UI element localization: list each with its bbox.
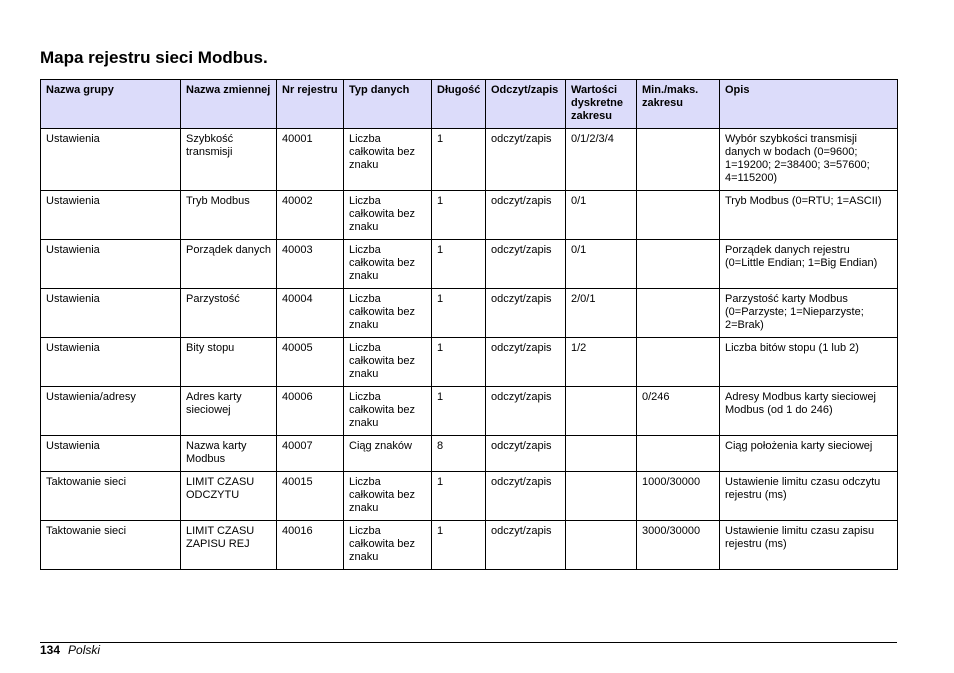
cell-group-name: Ustawienia	[41, 240, 181, 289]
cell-group-name: Ustawienia	[41, 191, 181, 240]
header-read-write: Odczyt/zapis	[486, 80, 566, 129]
cell-description: Ciąg położenia karty sieciowej	[720, 436, 898, 472]
cell-length: 1	[432, 191, 486, 240]
cell-group-name: Ustawienia	[41, 436, 181, 472]
cell-variable-name: Parzystość	[181, 289, 277, 338]
page-footer	[40, 643, 100, 657]
cell-read-write: odczyt/zapis	[486, 129, 566, 191]
cell-register-number: 40001	[277, 129, 344, 191]
cell-min-max-range	[637, 436, 720, 472]
cell-discrete-range: 0/1/2/3/4	[566, 129, 637, 191]
cell-data-type: Liczba całkowita bez znaku	[344, 387, 432, 436]
footer-divider	[40, 642, 897, 643]
header-min-max-range: Min./maks. zakresu	[637, 80, 720, 129]
cell-discrete-range	[566, 521, 637, 570]
cell-data-type: Liczba całkowita bez znaku	[344, 289, 432, 338]
cell-discrete-range	[566, 436, 637, 472]
cell-group-name: Ustawienia/adresy	[41, 387, 181, 436]
cell-min-max-range: 1000/30000	[637, 472, 720, 521]
cell-data-type: Liczba całkowita bez znaku	[344, 338, 432, 387]
cell-register-number: 40006	[277, 387, 344, 436]
table-row	[41, 338, 898, 387]
cell-variable-name: Bity stopu	[181, 338, 277, 387]
cell-register-number: 40016	[277, 521, 344, 570]
cell-read-write: odczyt/zapis	[486, 387, 566, 436]
cell-description: Liczba bitów stopu (1 lub 2)	[720, 338, 898, 387]
cell-data-type: Liczba całkowita bez znaku	[344, 129, 432, 191]
cell-length: 8	[432, 436, 486, 472]
cell-read-write: odczyt/zapis	[486, 289, 566, 338]
table-header-row	[41, 80, 898, 129]
cell-register-number: 40015	[277, 472, 344, 521]
cell-discrete-range: 0/1	[566, 240, 637, 289]
cell-read-write: odczyt/zapis	[486, 472, 566, 521]
cell-min-max-range	[637, 240, 720, 289]
cell-data-type: Ciąg znaków	[344, 436, 432, 472]
table-row	[41, 387, 898, 436]
cell-length: 1	[432, 472, 486, 521]
cell-description: Ustawienie limitu czasu odczytu rejestru (ms)	[720, 472, 898, 521]
cell-length: 1	[432, 289, 486, 338]
cell-length: 1	[432, 240, 486, 289]
cell-description: Tryb Modbus (0=RTU; 1=ASCII)	[720, 191, 898, 240]
cell-length: 1	[432, 521, 486, 570]
cell-read-write: odczyt/zapis	[486, 191, 566, 240]
cell-read-write: odczyt/zapis	[486, 521, 566, 570]
cell-register-number: 40007	[277, 436, 344, 472]
cell-min-max-range	[637, 338, 720, 387]
cell-group-name: Taktowanie sieci	[41, 521, 181, 570]
cell-length: 1	[432, 338, 486, 387]
cell-group-name: Ustawienia	[41, 338, 181, 387]
cell-variable-name: Adres karty sieciowej	[181, 387, 277, 436]
cell-length: 1	[432, 387, 486, 436]
header-description: Opis	[720, 80, 898, 129]
table-row	[41, 521, 898, 570]
cell-min-max-range	[637, 289, 720, 338]
cell-register-number: 40003	[277, 240, 344, 289]
cell-register-number: 40002	[277, 191, 344, 240]
cell-length: 1	[432, 129, 486, 191]
modbus-register-table	[40, 79, 898, 570]
cell-data-type: Liczba całkowita bez znaku	[344, 240, 432, 289]
footer-language: Polski	[68, 643, 101, 657]
cell-group-name: Ustawienia	[41, 129, 181, 191]
cell-read-write: odczyt/zapis	[486, 436, 566, 472]
table-row	[41, 289, 898, 338]
cell-register-number: 40004	[277, 289, 344, 338]
cell-discrete-range: 0/1	[566, 191, 637, 240]
cell-variable-name: Nazwa karty Modbus	[181, 436, 277, 472]
header-length: Długość	[432, 80, 486, 129]
cell-discrete-range	[566, 387, 637, 436]
cell-register-number: 40005	[277, 338, 344, 387]
header-group-name: Nazwa grupy	[41, 80, 181, 129]
cell-group-name: Taktowanie sieci	[41, 472, 181, 521]
cell-description: Adresy Modbus karty sieciowej Modbus (od 1 do 246)	[720, 387, 898, 436]
cell-group-name: Ustawienia	[41, 289, 181, 338]
cell-discrete-range: 1/2	[566, 338, 637, 387]
header-register-number: Nr rejestru	[277, 80, 344, 129]
header-data-type: Typ danych	[344, 80, 432, 129]
cell-read-write: odczyt/zapis	[486, 240, 566, 289]
table-row	[41, 436, 898, 472]
cell-description: Porządek danych rejestru (0=Little Endian; 1=Big Endian)	[720, 240, 898, 289]
cell-variable-name: LIMIT CZASU ZAPISU REJ	[181, 521, 277, 570]
table-row	[41, 472, 898, 521]
page-number: 134	[40, 643, 61, 657]
cell-description: Wybór szybkości transmisji danych w bodach (0=9600; 1=19200; 2=38400; 3=57600; 4=115200)	[720, 129, 898, 191]
table-row	[41, 191, 898, 240]
cell-variable-name: LIMIT CZASU ODCZYTU	[181, 472, 277, 521]
cell-variable-name: Tryb Modbus	[181, 191, 277, 240]
cell-discrete-range	[566, 472, 637, 521]
cell-data-type: Liczba całkowita bez znaku	[344, 191, 432, 240]
cell-variable-name: Porządek danych	[181, 240, 277, 289]
cell-min-max-range: 0/246	[637, 387, 720, 436]
cell-discrete-range: 2/0/1	[566, 289, 637, 338]
cell-min-max-range: 3000/30000	[637, 521, 720, 570]
cell-data-type: Liczba całkowita bez znaku	[344, 521, 432, 570]
cell-min-max-range	[637, 129, 720, 191]
cell-description: Ustawienie limitu czasu zapisu rejestru (ms)	[720, 521, 898, 570]
cell-min-max-range	[637, 191, 720, 240]
cell-variable-name: Szybkość transmisji	[181, 129, 277, 191]
page-title: Mapa rejestru sieci Modbus.	[40, 48, 268, 67]
header-discrete-range: Wartości dyskretne zakresu	[566, 80, 637, 129]
table-row	[41, 129, 898, 191]
cell-data-type: Liczba całkowita bez znaku	[344, 472, 432, 521]
cell-description: Parzystość karty Modbus (0=Parzyste; 1=Nieparzyste; 2=Brak)	[720, 289, 898, 338]
table-row	[41, 240, 898, 289]
cell-read-write: odczyt/zapis	[486, 338, 566, 387]
header-variable-name: Nazwa zmiennej	[181, 80, 277, 129]
